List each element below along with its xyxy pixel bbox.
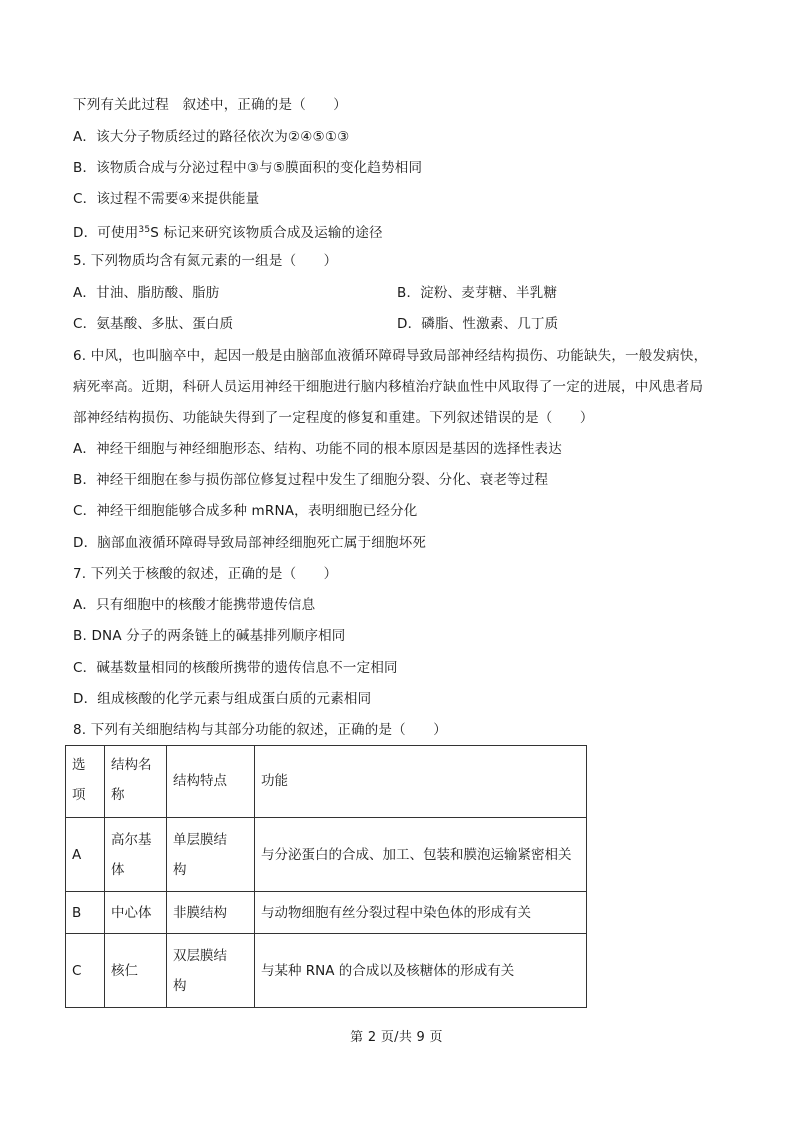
q7-option-a: A．只有细胞中的核酸才能携带遗传信息: [73, 597, 316, 613]
row-c-function: 与某种 RNA 的合成以及核糖体的形成有关: [255, 934, 587, 1008]
q5-option-c: C．氨基酸、多肽、蛋白质: [73, 316, 234, 332]
header-feature: 结构特点: [167, 746, 255, 818]
q8-stem: 8. 下列有关细胞结构与其部分功能的叙述，正确的是（ ）: [73, 722, 447, 738]
page-footer: 第 2 页/共 9 页: [350, 1030, 443, 1045]
q4-option-d: D．可使用$^{35}$S 标记来研究该物质合成及运输的途径: [73, 225, 383, 241]
q5-stem: 5. 下列物质均含有氮元素的一组是（ ）: [73, 253, 338, 269]
q7-option-b: B. DNA 分子的两条链上的碱基排列顺序相同: [73, 628, 346, 644]
row-b-option: B: [66, 892, 105, 934]
table-header-row: [66, 746, 587, 818]
q6-option-a: A．神经干细胞与神经细胞形态、结构、功能不同的根本原因是基因的选择性表达: [73, 441, 562, 457]
q6-option-d: D．脑部血液循环障碍导致局部神经细胞死亡属于细胞坏死: [73, 535, 427, 551]
row-c-feature: 双层膜结 构: [167, 934, 255, 1008]
row-c-option: C: [66, 934, 105, 1008]
q4-stem: 下列有关此过程 叙述中，正确的是（ ）: [73, 97, 347, 113]
q5-option-b: B．淀粉、麦芽糖、半乳糖: [397, 285, 558, 301]
header-function: 功能: [255, 746, 587, 818]
q6-stem-line3: 部神经结构损伤、功能缺失得到了一定程度的修复和重建。下列叙述错误的是（ ）: [73, 410, 594, 426]
q5-option-a: A．甘油、脂肪酸、脂肪: [73, 285, 220, 301]
q8-table: [65, 745, 587, 1008]
q4-option-b: B．该物质合成与分泌过程中③与⑤膜面积的变化趋势相同: [73, 160, 423, 176]
q6-stem-line2: 病死率高。近期，科研人员运用神经干细胞进行脑内移植治疗缺血性中风取得了一定的进展，中风患者局: [73, 379, 704, 395]
q7-option-c: C．碱基数量相同的核酸所携带的遗传信息不一定相同: [73, 660, 398, 676]
header-option: 选 项: [66, 746, 105, 818]
q6-option-c: C．神经干细胞能够合成多种 mRNA，表明细胞已经分化: [73, 503, 418, 519]
row-b-name: 中心体: [105, 892, 167, 934]
row-a-feature: 单层膜结 构: [167, 818, 255, 892]
q6-stem-line1: 6. 中风，也叫脑卒中，起因一般是由脑部血液循环障碍导致局部神经结构损伤、功能缺失，一般发病快，: [73, 348, 708, 364]
row-a-name: 高尔基 体: [105, 818, 167, 892]
header-name: 结构名 称: [105, 746, 167, 818]
row-a-function: 与分泌蛋白的合成、加工、包装和膜泡运输紧密相关: [255, 818, 587, 892]
table-row: [66, 818, 587, 892]
q4-option-a: A．该大分子物质经过的路径依次为②④⑤①③: [73, 129, 350, 145]
row-c-name: 核仁: [105, 934, 167, 1008]
q7-option-d: D．组成核酸的化学元素与组成蛋白质的元素相同: [73, 691, 372, 707]
q4-option-c: C．该过程不需要④来提供能量: [73, 191, 260, 207]
table-row: [66, 892, 587, 934]
q5-option-d: D．磷脂、性激素、几丁质: [397, 316, 559, 332]
q6-option-b: B．神经干细胞在参与损伤部位修复过程中发生了细胞分裂、分化、衰老等过程: [73, 472, 549, 488]
table-row: [66, 934, 587, 1008]
row-b-function: 与动物细胞有丝分裂过程中染色体的形成有关: [255, 892, 587, 934]
row-a-option: A: [66, 818, 105, 892]
q7-stem: 7. 下列关于核酸的叙述，正确的是（ ）: [73, 566, 338, 582]
row-b-feature: 非膜结构: [167, 892, 255, 934]
